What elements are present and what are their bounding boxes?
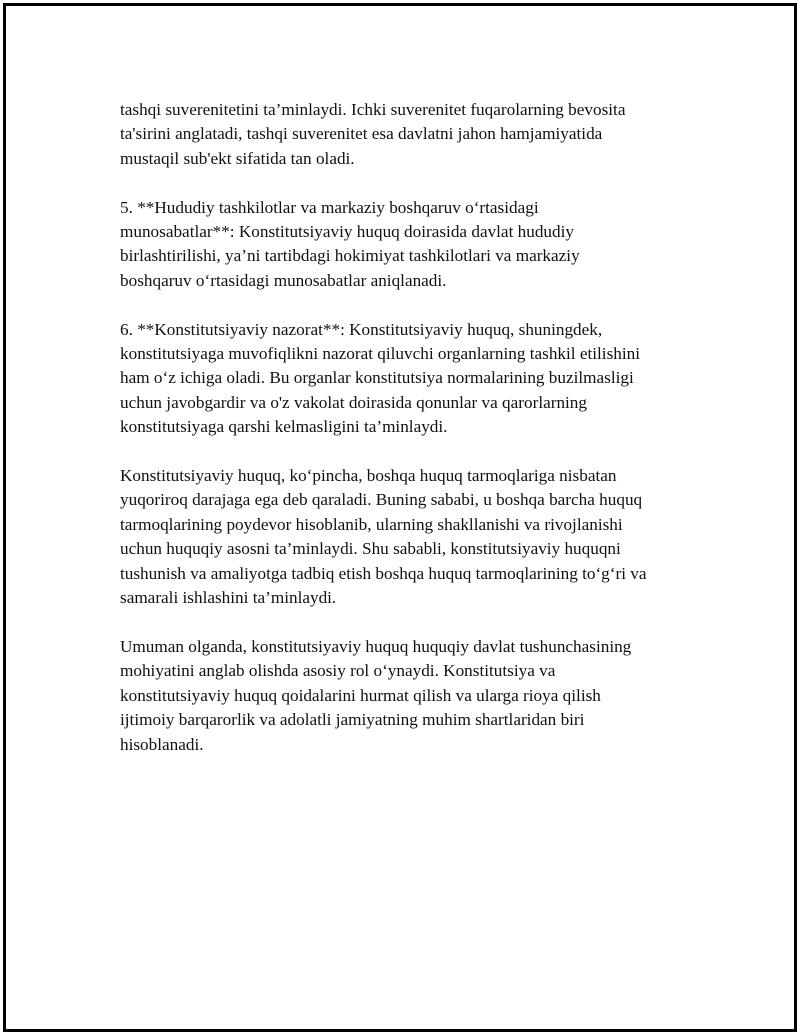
page-frame — [3, 3, 797, 1032]
paragraph-constitutional-control: 6. **Konstitutsiyaviy nazorat**: Konstitutsiyaviy huquq, shuningdek, konstitutsiyaga muvofiqlikni nazorat qiluvchi organlarning tashkil etilishini ham o‘z ichiga oladi. Bu organlar konstitutsiya normalarining buzilmasligi uchun javobgardir va o'z vakolat doirasida qonunlar va qarorlarning konstitutsiyaga qarshi kelmasligini ta’minlaydi. — [120, 319, 641, 437]
paragraph-territorial-organizations: 5. **Hududiy tashkilotlar va markaziy boshqaruv o‘rtasidagi munosabatlar**: Konstitutsiyaviy huquq doirasida davlat hududiy birlashtirilishi, ya’ni tartibdagi hokimiyat tashkilotlari va markaziy boshqaruv o‘rtasidagi munosabatlar aniqlanadi. — [120, 197, 580, 290]
document-body — [120, 98, 700, 781]
paragraph-higher-status: Konstitutsiyaviy huquq, ko‘pincha, boshqa huquq tarmoqlariga nisbatan yuqoriroq darajaga ega deb qaraladi. Buning sababi, u boshqa barcha huquq tarmoqlarining poydevor hisoblanib, ularning shakllanishi va rivojlanishi uchun huquqiy asosni ta’minlaydi. Shu sababli, konstitutsiyaviy huquqni tushunish va amaliyotga tadbiq etish boshqa huquq tarmoqlarining to‘g‘ri va samarali ishlashini ta’minlaydi. — [120, 466, 647, 608]
paragraph-sovereignty: tashqi suverenitetini ta’minlaydi. Ichki suverenitet fuqarolarning bevosita ta'sirini anglatadi, tashqi suverenitet esa davlatni jahon hamjamiyatida mustaqil sub'ekt sifatida tan oladi. — [120, 100, 626, 168]
paragraph-conclusion: Umuman olganda, konstitutsiyaviy huquq huquqiy davlat tushunchasining mohiyatini anglab olishda asosiy rol o‘ynaydi. Konstitutsiya va konstitutsiyaviy huquq qoidalarini hurmat qilish va ularga rioya qilish ijtimoiy barqarorlik va adolatli jamiyatning muhim shartlaridan biri hisoblanadi. — [120, 636, 632, 754]
